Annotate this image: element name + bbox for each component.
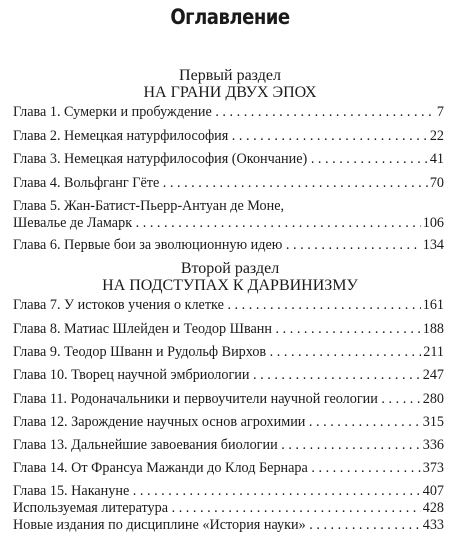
entry-page: 433 [422,517,444,533]
entry-page: 336 [422,437,444,453]
toc-entry[interactable] [13,517,444,534]
toc-entry[interactable] [13,175,444,192]
toc-entry[interactable] [13,128,444,145]
toc-entry[interactable] [13,500,444,517]
page-title: Оглавление [170,5,290,29]
toc-entry[interactable] [13,321,444,338]
entry-page: 70 [429,175,444,191]
entry-title: Глава 8. Матиас Шлейден и Теодор Шванн . . . [13,321,421,338]
entry-page: 41 [429,151,444,167]
entry-title: Используемая литература . . . [13,500,421,517]
entry-title: Глава 1. Сумерки и пробуждение . . . [13,104,435,121]
section-heading [0,68,460,101]
entry-title: Глава 2. Немецкая натурфилософия . . . [13,128,428,145]
entry-title: Глава 7. У истоков учения о клетке . . . [13,297,421,314]
entry-page: 188 [422,321,444,337]
entry-title: Глава 11. Родоначальники и первоучители научной геологии . . . [13,391,421,408]
entry-title: Шевалье де Ламарк . . . [13,215,421,232]
entry-page: 373 [422,460,444,476]
entry-page: 315 [422,414,444,430]
entry-title: Глава 14. От Франсуа Мажанди до Клод Бернара . . . [13,460,421,477]
section-name: НА ГРАНИ ДВУХ ЭПОХ [143,84,317,101]
entry-title-line-1: Глава 5. Жан-Батист-Пьерр-Антуан де Моне, [13,198,285,214]
toc-entry[interactable] [13,297,444,314]
toc-entry[interactable] [13,414,444,431]
entry-title: Глава 12. Зарождение научных основ агрохимии . . . [13,414,421,431]
entry-page: 22 [429,128,444,144]
toc-entry[interactable] [13,198,444,232]
section-label: Второй раздел [180,260,280,277]
entry-title: Глава 3. Немецкая натурфилософия (Окончание) . . . [13,151,428,168]
toc-entry[interactable] [13,460,444,477]
toc-entry[interactable] [13,237,444,254]
section-name: НА ПОДСТУПАХ К ДАРВИНИЗМУ [102,277,358,294]
entry-title: Глава 4. Вольфганг Гёте . . . [13,175,428,192]
toc-entry[interactable] [13,344,444,361]
toc-entry[interactable] [13,483,444,500]
entry-page: 106 [422,215,444,231]
toc-entry[interactable] [13,437,444,454]
entry-page: 280 [422,391,444,407]
section-heading [0,261,460,294]
toc-entry[interactable] [13,104,444,121]
entry-title: Глава 9. Теодор Шванн и Рудольф Вирхов . . . [13,344,421,361]
entry-page: 407 [422,483,444,499]
entry-page: 7 [436,104,444,120]
entry-page: 161 [422,297,444,313]
entry-title: Новые издания по дисциплине «История науки» . . . [13,517,421,534]
entry-page: 428 [422,500,444,516]
entry-page: 134 [422,237,444,253]
entry-title: Глава 6. Первые бои за эволюционную идею . . . [13,237,421,254]
entry-page: 211 [423,344,444,360]
section-label: Первый раздел [179,67,281,84]
toc-entry[interactable] [13,367,444,384]
toc-entry[interactable] [13,151,444,168]
entry-page: 247 [422,367,444,383]
toc-entry[interactable] [13,391,444,408]
entry-title: Глава 13. Дальнейшие завоевания биологии . . . [13,437,421,454]
entry-title: Глава 10. Творец научной эмбриологии . . . [13,367,421,384]
entry-title: Глава 15. Накануне . . . [13,483,421,500]
